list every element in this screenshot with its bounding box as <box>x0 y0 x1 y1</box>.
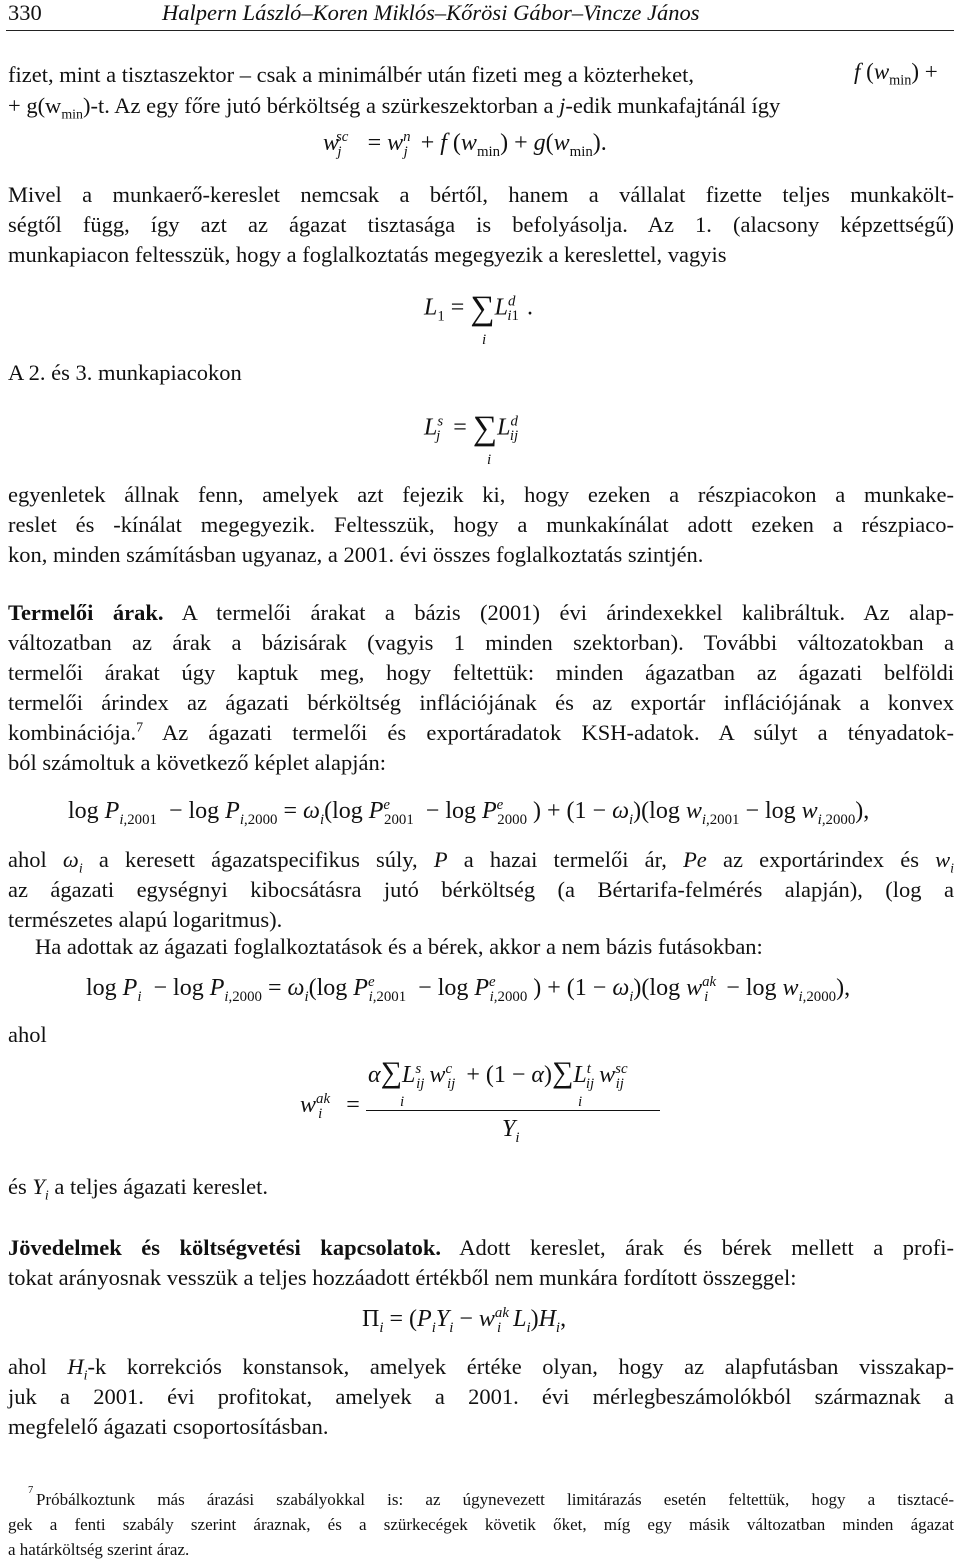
section1-line5: kombinációja.$^7$ Az ágazati termelői és exportáradatok KSH-adatok. A súlyt a tényadatok- <box>8 720 954 745</box>
footnote-line2: gek a fenti szabály szerint áraznak, és a szürkecégek követik őket, míg egy másik változatban minden ágazat <box>8 1515 954 1534</box>
equation-price-weight: $\log P_{i,2001} - \log P_{i,2000} = \omega_i(\log$ $P^e_{2001} - \log P^e_{2000}$ ) + $(1 - \omega_i)(\log$ $w_{i,2001} - \log w_{i,2000}$), <box>68 797 870 828</box>
para4-line1: egyenletek állnak fenn, amelyek azt fejezik ki, hogy ezeken a részpiacokon a munkake- <box>8 482 954 507</box>
para6-ahol: ahol <box>8 1022 47 1047</box>
section-title-producer-prices: Termelői árak. <box>8 600 164 625</box>
equation-wage-grey: $w^{sc}_j = w^n_j + f$ $(w_{min}) + g(w_{min})$. <box>323 129 607 160</box>
equation-profits: $\Pi_i = (P_iY_i - w^{ak}_i$ $L_i)H_i$, <box>362 1305 567 1336</box>
fraction-numerator: $\alpha\sum L^s_{ij}$ $w^c_{ij} + (1 - \alpha)\sum L^t_{ij}$ $w^{sc}_{ij}$ <box>368 1056 628 1092</box>
para4-line2: reslet és -kínálat megegyezik. Feltesszük, hogy a munkakínálat adott ezeken a részpiaco- <box>8 512 954 537</box>
para6-last: és $Y_i$ a teljes ágazati kereslet. <box>8 1174 269 1204</box>
section2-line2: tokat arányosnak vesszük a teljes hozzáadott értékből nem munkára fordított összeggel: <box>8 1265 797 1290</box>
running-header: Halpern László–Koren Miklós–Kőrösi Gábor–Vincze János <box>162 0 700 25</box>
sum-index: i <box>487 452 492 468</box>
section1-line3: termelői árakat úgy kaptuk meg, hogy feltettük: minden ágazatban az ágazati belföldi <box>8 660 954 685</box>
header-rule <box>6 30 954 31</box>
equation-price-nonbase: $\log P_i - \log P_{i,2000} = \omega_i(\log$ $P^e_{i,2001} - \log P^e_{i,2000}$ ) + $(1 - \omega_i)(\log$ $w^{ak}_i - \log w_{i,2000}$), <box>86 974 851 1005</box>
para6-line1: Ha adottak az ágazati foglalkoztatások és a bérek, akkor a nem bázis futásokban: <box>35 934 763 959</box>
section1-line2: változatban az árak a bázisárak (vagyis 1 minden szektorban). További változatokban a <box>8 630 954 655</box>
para2-line2: ségtől függ, így azt az ágazat tisztasága is befolyásolja. Az 1. (alacsony képzettségű) <box>8 212 954 237</box>
para2-line3: munkapiacon feltesszük, hogy a foglalkoztatás megegyezik a kereslettel, vagyis <box>8 242 727 267</box>
footnote-line3: a határköltség szerint áraz. <box>8 1540 190 1559</box>
para2-line1: Mivel a munkaerő-kereslet nemcsak a bértől, hanem a vállalat fizette teljes munkakölt- <box>8 182 954 207</box>
section2-line1: Jövedelmek és költségvetési kapcsolatok. Adott kereslet, árak és bérek mellett a profi- <box>8 1235 954 1260</box>
para7-line3: megfelelő ágazati csoportosításban. <box>8 1414 329 1439</box>
equation-labor-market-2-3: $L^s_j = \sum L^d_{ij}$ <box>424 410 519 447</box>
para4-line3: kon, minden számításban ugyanaz, a 2001. évi összes foglalkoztatás szintjén. <box>8 542 704 567</box>
sum-index: i <box>482 332 487 348</box>
equation-labor-market-1: $L_1 = \sum L^d_{i1}$ . <box>424 290 533 327</box>
page-number: 330 <box>8 0 42 25</box>
para5-line3: természetes alapú logaritmus). <box>8 907 283 932</box>
section-title-incomes: Jövedelmek és költségvetési kapcsolatok. <box>8 1235 441 1260</box>
fraction-denominator: $Y_i$ <box>502 1116 520 1146</box>
para5-line2: az ágazati egységnyi kibocsátásra jutó bérköltség (a Bértarifa-felmérés alapján), (log a <box>8 877 954 902</box>
equation-wage-average: $w^{ak}_i$ = <box>300 1091 360 1122</box>
sum-index: i <box>578 1094 583 1110</box>
para1-line1: fizet, mint a tisztaszektor – csak a minimálbér után fizeti meg a közterheket, <box>8 62 694 87</box>
fraction-bar <box>366 1110 660 1111</box>
footnote-marker: 7 <box>136 720 144 736</box>
para7-line1: ahol $H_i-k$ korrekciós konstansok, amelyek értéke olyan, hogy az alapfutásban visszakap- <box>8 1354 955 1384</box>
section1-line6: ból számoltuk a következő képlet alapján: <box>8 750 386 775</box>
formula-f-wmin: f $(w_{min})$ + <box>854 59 938 89</box>
footnote-line1: 7 Próbálkoztunk más árazási szabályokkal is: az úgynevezett limitárazás esetén feltettük, hogy a tisztacé- <box>28 1485 954 1509</box>
section1-line4: termelői árindex az ágazati bérköltség inflációjának és az exportár inflációjának a konvex <box>8 690 954 715</box>
para5-line1: ahol $\omega_i$ a keresett ágazatspecifikus súly, P a hazai termelői ár, Pe az exportárindex és $w_i$ <box>8 847 955 877</box>
para7-line2: juk a 2001. évi profitokat, amelyek a 2001. évi mérlegbeszámolókból származnak a <box>8 1384 954 1409</box>
section1-line1: Termelői árak. A termelői árakat a bázis (2001) évi árindexekkel kalibráltuk. Az alap- <box>8 600 954 625</box>
para1-line2: + $g(w_{min})-t$. Az egy főre jutó bérköltség a szürkeszektorban a j-edik munkafajtánál így <box>8 93 781 123</box>
para3: A 2. és 3. munkapiacokon <box>8 360 242 385</box>
sum-index: i <box>400 1094 405 1110</box>
